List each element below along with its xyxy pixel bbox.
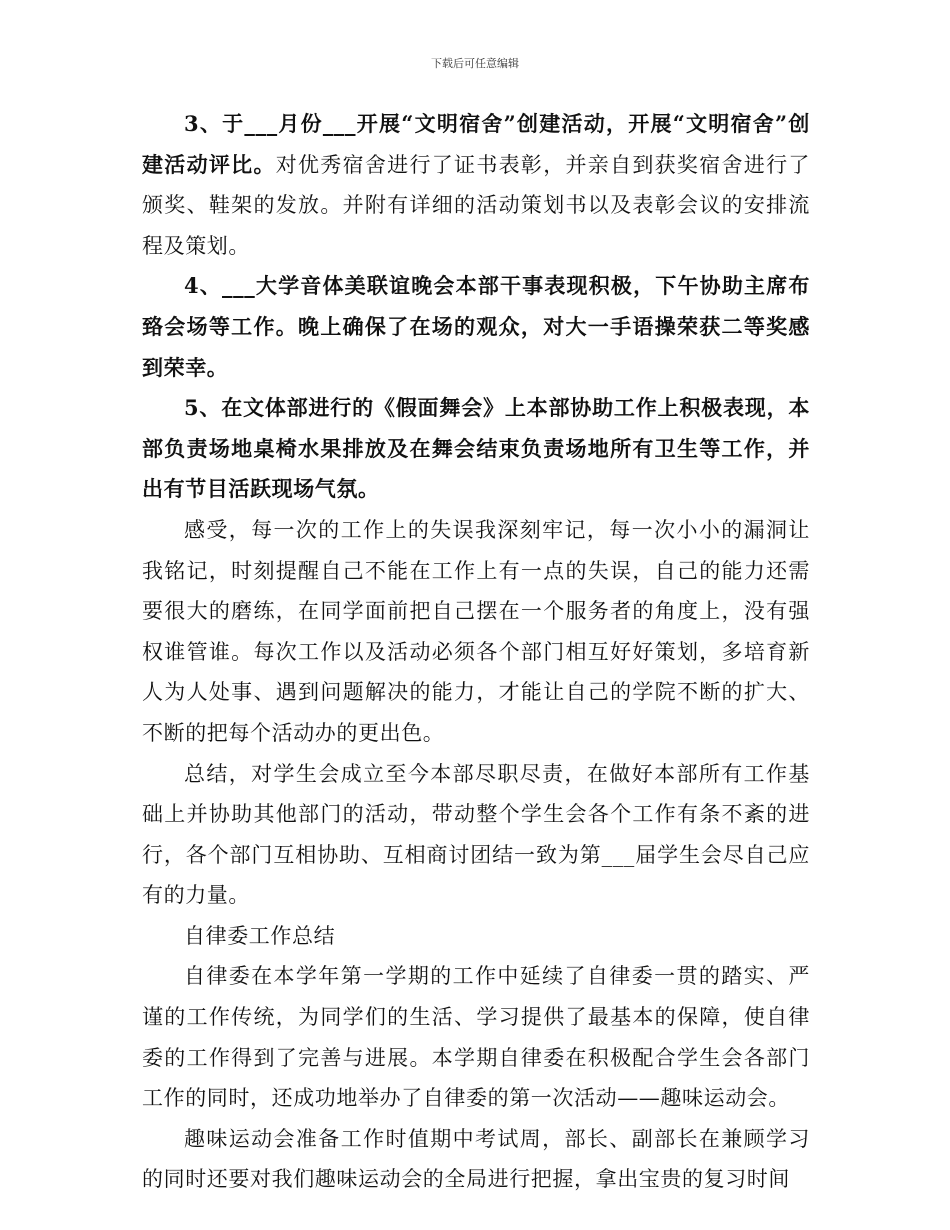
paragraph-item-5 [142, 388, 810, 510]
item-5-bold-text: 5、在文体部进行的《假面舞会》上本部协助工作上积极表现，本部负责场地桌椅水果排放及在舞会结束负责场地所有卫生等工作，并出有节目活跃现场气氛。 [142, 395, 810, 502]
section-paragraph-2: 趣味运动会准备工作时值期中考试周，部长、副部长在兼顾学习的同时还要对我们趣味运动会的全局进行把握，拿出宝贵的复习时间 [142, 1126, 810, 1192]
item-3-text: 对优秀宿舍进行了证书表彰，并亲自到获奖宿舍进行了颁奖、鞋架的发放。并附有详细的活动策划书以及表彰会议的安排流程及策划。 [142, 152, 810, 258]
paragraph-summary: 总结，对学生会成立至今本部尽职尽责，在做好本部所有工作基础上并协助其他部门的活动，带动整个学生会各个工作有条不紊的进行，各个部门互相协助、互相商讨团结一致为第___届学生会尽自己应有的力量。 [142, 761, 810, 908]
page-header: 下载后可任意编辑 [431, 57, 519, 70]
paragraph-item-4 [142, 266, 810, 388]
paragraph-feelings: 感受，每一次的工作上的失误我深刻牢记，每一次小小的漏洞让我铭记，时刻提醒自己不能在工作上有一点的失误，自己的能力还需要很大的磨练，在同学面前把自己摆在一个服务者的角度上，没有强权谁管谁。每次工作以及活动必须各个部门相互好好策划，多培育新人为人处事、遇到问题解决的能力，才能让自己的学院不断的扩大、不断的把每个活动办的更出色。 [142, 517, 810, 745]
item-3-bold-text: 3、于___月份___开展“文明宿舍”创建活动，开展“文明宿舍”创建活动评比。 [142, 111, 810, 177]
paragraph-item-3 [142, 104, 810, 266]
section-paragraph-1: 自律委在本学年第一学期的工作中延续了自律委一贯的踏实、严谨的工作传统，为同学们的生活、学习提供了最基本的保障，使自律委的工作得到了完善与进展。本学期自律委在积极配合学生会各部门工作的同时，还成功地举办了自律委的第一次活动——趣味运动会。 [142, 964, 810, 1111]
item-4-bold-text: 4、___大学音体美联谊晚会本部干事表现积极，下午协助主席布臵会场等工作。晚上确保了在场的观众，对大一手语操荣获二等奖感到荣幸。 [142, 273, 810, 380]
document-body [142, 104, 810, 1200]
section-title: 自律委工作总结 [184, 923, 336, 948]
